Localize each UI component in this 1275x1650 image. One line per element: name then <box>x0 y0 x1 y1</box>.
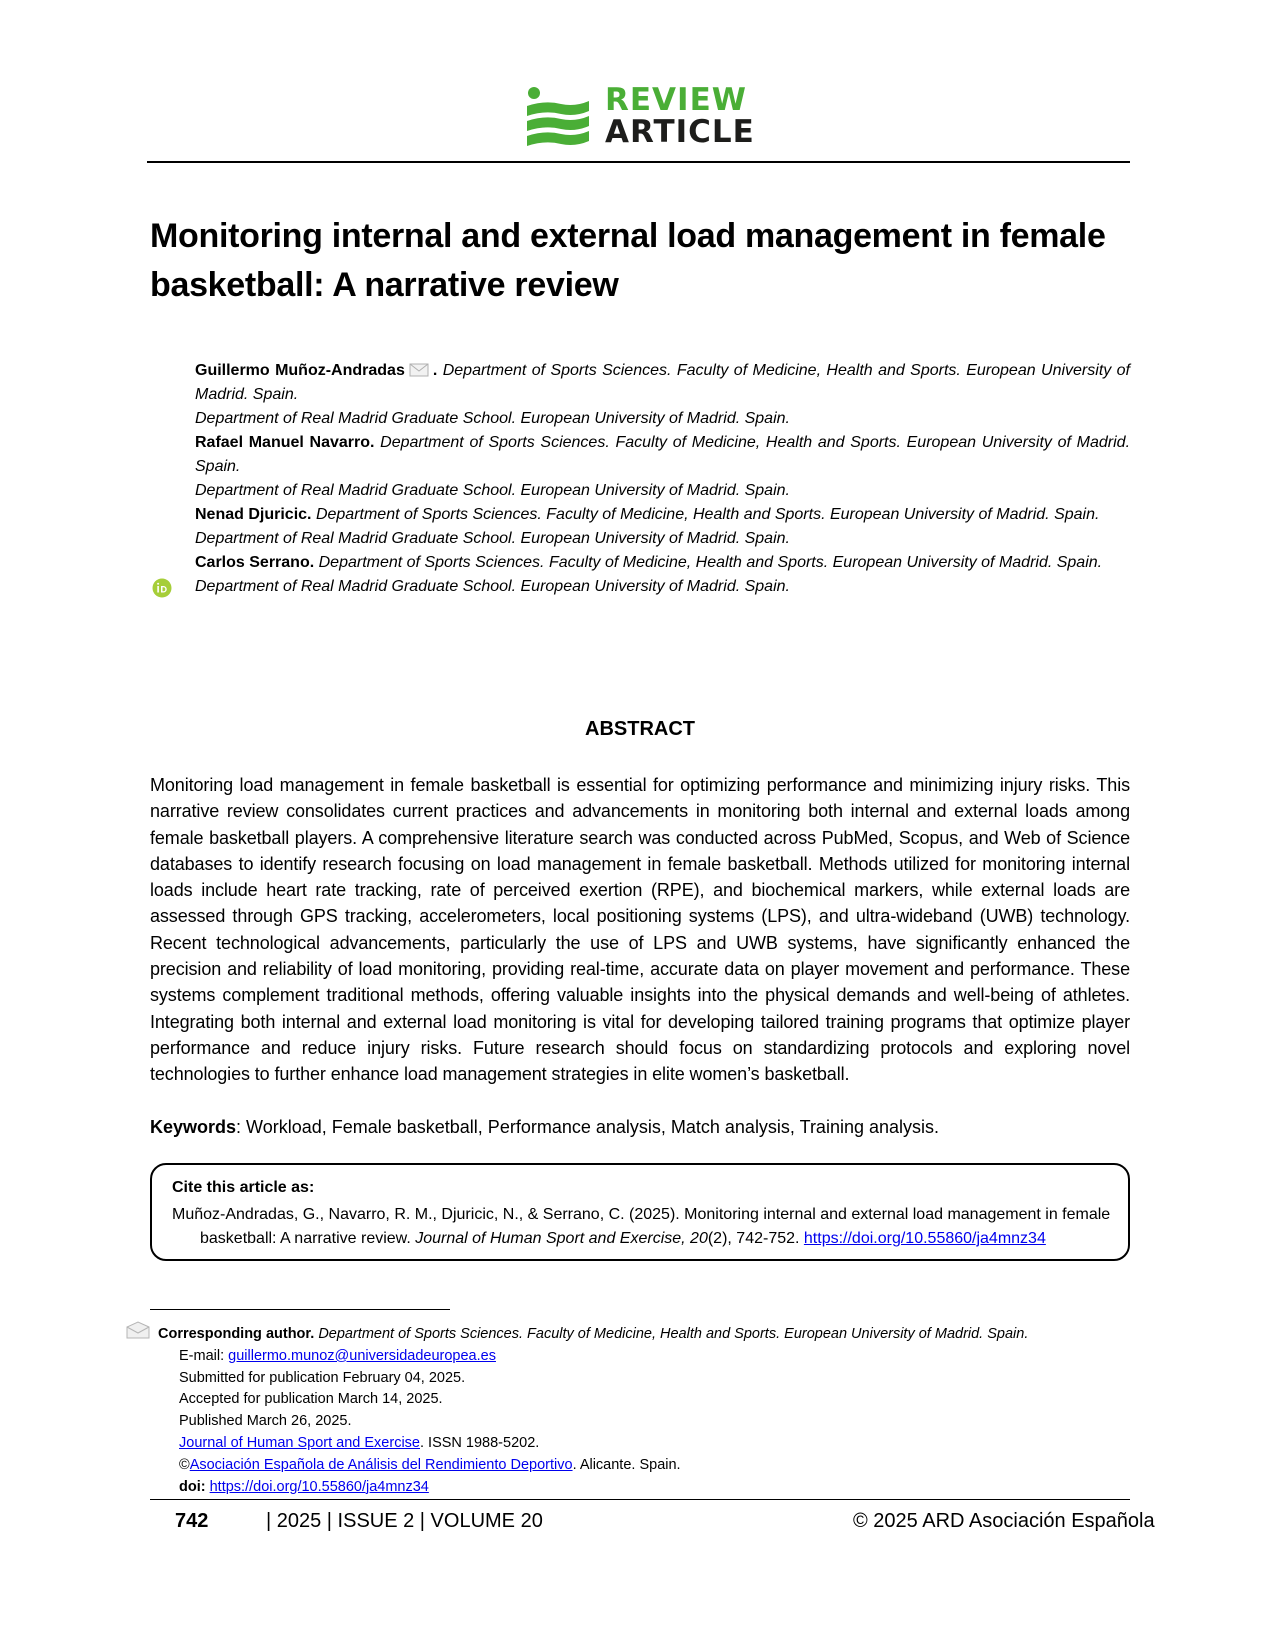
email-label: E-mail: <box>179 1347 229 1364</box>
logo-stripes-icon <box>525 86 591 148</box>
published-date: Published March 26, 2025. <box>179 1413 352 1430</box>
email-link[interactable]: guillermo.munoz@universidadeuropea.es <box>228 1347 496 1364</box>
footnote-divider <box>150 1309 450 1310</box>
author-entry <box>195 503 1130 527</box>
copyright-line <box>158 1455 1138 1477</box>
keywords <box>150 1114 1130 1140</box>
author-entry <box>195 431 1130 479</box>
location: . Alicante. Spain. <box>572 1456 681 1473</box>
footnote-label: Corresponding author. <box>158 1326 315 1342</box>
society-link[interactable]: Asociación Española de Análisis del Rendimiento Deportivo <box>189 1456 573 1473</box>
keywords-label: Keywords <box>150 1117 237 1137</box>
footnote-affiliation: Department of Sports Sciences. Faculty of Medicine, Health and Sports. European University of Madrid. Spain. <box>318 1326 1029 1342</box>
author-name: Carlos Serrano. <box>195 554 315 571</box>
footnote-email-line <box>158 1346 1138 1368</box>
accepted-date: Accepted for publication March 14, 2025. <box>179 1391 443 1408</box>
issn: . ISSN 1988-5202. <box>420 1434 540 1451</box>
author-affiliation: Department of Sports Sciences. Faculty of Medicine, Health and Sports. European University of Madrid. Spain. <box>318 554 1103 571</box>
envelope-icon[interactable] <box>409 363 429 377</box>
author-affiliation-2: Department of Real Madrid Graduate School. European University of Madrid. Spain. <box>195 482 790 499</box>
author-affiliation-2: Department of Real Madrid Graduate School. European University of Madrid. Spain. <box>195 530 790 547</box>
citation-heading: Cite this article as: <box>172 1179 315 1196</box>
orcid-icon[interactable] <box>152 578 172 598</box>
page-number: 742 <box>175 1510 209 1532</box>
author-name: Rafael Manuel Navarro. <box>195 434 375 451</box>
author-list <box>195 359 1130 599</box>
author-affiliation: Department of Sports Sciences. Faculty of Medicine, Health and Sports. European University of Madrid. Spain. <box>315 506 1100 523</box>
author-name: Nenad Djuricic. <box>195 506 312 523</box>
logo-article-text: ARTICLE <box>605 114 755 150</box>
copyright-symbol: © <box>179 1456 190 1473</box>
citation-text <box>172 1203 1112 1251</box>
author-entry <box>195 551 1130 575</box>
doi-label: doi: <box>179 1478 206 1495</box>
doi-line <box>158 1477 1138 1499</box>
citation-journal: Journal of Human Sport and Exercise, 20 <box>415 1230 708 1247</box>
footer-divider <box>150 1499 1130 1500</box>
doi-link[interactable]: https://doi.org/10.55860/ja4mnz34 <box>209 1478 429 1495</box>
citation-issue: (2), 742-752. <box>707 1230 804 1247</box>
header-divider <box>147 161 1130 163</box>
keywords-list: : Workload, Female basketball, Performance analysis, Match analysis, Training analysis. <box>236 1117 940 1137</box>
corresponding-author-note <box>158 1324 1138 1498</box>
citation-box <box>150 1163 1130 1261</box>
abstract-heading: ABSTRACT <box>585 718 695 740</box>
journal-line <box>158 1433 1138 1455</box>
footnote-line <box>158 1324 1138 1346</box>
author-affiliation: Department of Sports Sciences. Faculty of Medicine, Health and Sports. European University of Madrid. Spain. <box>195 434 1131 475</box>
article-title: Monitoring internal and external load management in female basketball: A narrative review <box>150 217 1106 304</box>
author-affiliation-2: Department of Real Madrid Graduate School. European University of Madrid. Spain. <box>195 578 790 595</box>
submitted-date: Submitted for publication February 04, 2025. <box>179 1369 466 1386</box>
citation-doi-link[interactable]: https://doi.org/10.55860/ja4mnz34 <box>803 1230 1046 1247</box>
abstract-text: Monitoring load management in female basketball is essential for optimizing performance and minimizing injury risks. This narrative review consolidates current practices and advancements in monitoring both internal and external loads among female basketball players. A comprehensive literature search was conducted across PubMed, Scopus, and Web of Science databases to identify research focusing on load management in female basketball. Methods utilized for monitoring internal loads include heart rate tracking, rate of perceived exertion (RPE), and biochemical markers, while external loads are assessed through GPS tracking, accelerometers, local positioning systems (LPS), and ultra-wideband (UWB) technology. Recent technological advancements, particularly the use of LPS and UWB systems, have significantly enhanced the precision and reliability of load monitoring, providing real-time, accurate data on player movement and performance. These systems complement traditional methods, offering valuable insights into the physical demands and well-being of athletes. Integrating both internal and external load monitoring is vital for developing tailored training programs that optimize player performance and reduce injury risks. Future research should focus on standardizing protocols and exploring novel technologies to further enhance load management strategies in elite women’s basketball. <box>150 775 1130 1085</box>
author-name: Guillermo Muñoz-Andradas <box>195 362 405 379</box>
journal-link[interactable]: Journal of Human Sport and Exercise <box>179 1434 420 1451</box>
footer-copyright: © 2025 ARD Asociación Española <box>853 1510 1155 1532</box>
envelope-icon <box>125 1321 151 1339</box>
logo-review-text: REVIEW <box>605 82 747 118</box>
journal-logo <box>525 82 755 150</box>
author-entry <box>195 359 1130 407</box>
citation-body: Muñoz-Andradas, G., Navarro, R. M., Djuricic, N., & Serrano, C. (2025). Monitoring internal and external load management in female basketball: A narrative review. <box>172 1206 1111 1247</box>
author-marker: . <box>432 362 438 379</box>
author-affiliation-2: Department of Real Madrid Graduate School. European University of Madrid. Spain. <box>195 410 790 427</box>
issue-info: | 2025 | ISSUE 2 | VOLUME 20 <box>266 1510 543 1532</box>
author-affiliation: Department of Sports Sciences. Faculty of Medicine, Health and Sports. European University of Madrid. Spain. <box>195 362 1130 403</box>
